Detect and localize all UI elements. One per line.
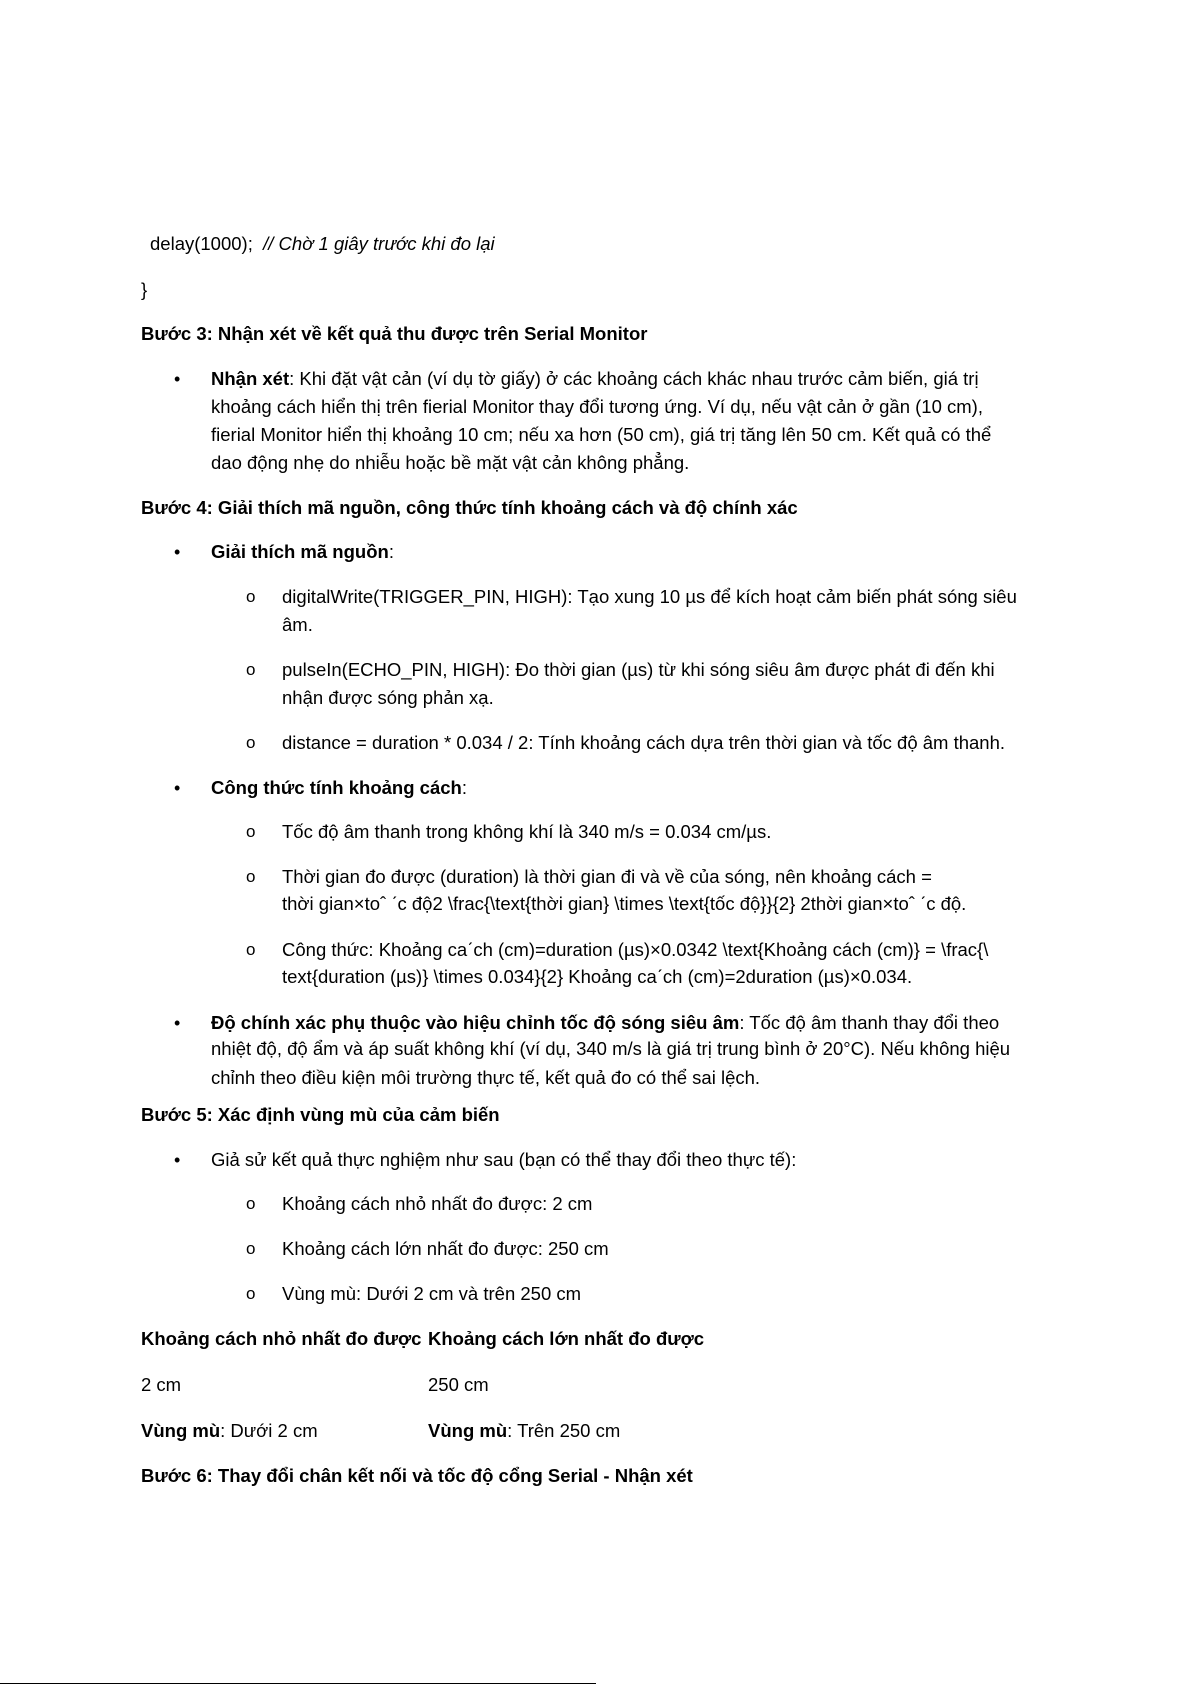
sub-bullet-marker: o	[246, 733, 256, 752]
step4-formula-label: Công thức tính khoảng cách	[211, 777, 462, 798]
step6-heading: Bước 6: Thay đổi chân kết nối và tốc độ cổng Serial - Nhận xét	[141, 1465, 693, 1486]
table-header-max: Khoảng cách lớn nhất đo được	[428, 1328, 705, 1349]
step5-item-3: Vùng mù: Dưới 2 cm và trên 250 cm	[282, 1283, 582, 1304]
table-cell-max-blind	[428, 1418, 620, 1444]
table-cell-min-value: 2 cm	[141, 1374, 182, 1395]
sub-bullet-marker: o	[246, 1194, 256, 1213]
step3-remark-line3: fierial Monitor hiển thị khoảng 10 cm; nếu xa hơn (50 cm), giá trị tăng lên 50 cm. Kết quả có thể	[211, 424, 992, 445]
step4-formula-label-line	[211, 775, 467, 801]
formula-item-3-line1: Công thức: Khoảng caˊch (cm)=duration (µs)×0.0342 \text{Khoảng cách (cm)} = \frac{\	[282, 939, 989, 960]
sub-bullet-marker: o	[246, 1284, 256, 1303]
code-item-3-line1: distance = duration * 0.034 / 2: Tính khoảng cách dựa trên thời gian và tốc độ âm thanh.	[282, 732, 1006, 753]
step4-code-label: Giải thích mã nguồn	[211, 541, 389, 562]
code-delay-call: delay(1000);	[150, 233, 253, 254]
blind-max-text: : Trên 250 cm	[507, 1420, 621, 1441]
step5-item-2: Khoảng cách lớn nhất đo được: 250 cm	[282, 1238, 609, 1259]
blind-label: Vùng mù	[428, 1420, 508, 1441]
step4-accuracy-text1: : Tốc độ âm thanh thay đổi theo	[739, 1012, 1000, 1033]
bullet-marker: •	[174, 542, 181, 562]
code-delay-comment: // Chờ 1 giây trước khi đo lại	[263, 233, 495, 254]
sub-bullet-marker: o	[246, 660, 256, 679]
step4-accuracy-line1	[211, 1010, 999, 1036]
formula-item-2-line2: thời gian×toˆ ˊc độ2 \frac{\text{thời gian} \times \text{tốc độ}}{2} 2thời gian×toˆ ˊc độ.	[282, 893, 967, 914]
step5-heading: Bước 5: Xác định vùng mù của cảm biến	[141, 1104, 500, 1125]
sub-bullet-marker: o	[246, 867, 256, 886]
colon: :	[461, 777, 467, 798]
sub-bullet-marker: o	[246, 1239, 256, 1258]
table-header-min: Khoảng cách nhỏ nhất đo được	[141, 1328, 422, 1349]
step3-remark-label: Nhận xét	[211, 368, 290, 389]
bullet-marker: •	[174, 1013, 181, 1033]
bullet-marker: •	[174, 778, 181, 798]
sub-bullet-marker: o	[246, 940, 256, 959]
sub-bullet-marker: o	[246, 822, 256, 841]
page-bottom-rule	[0, 1683, 596, 1684]
step4-accuracy-line2: nhiệt độ, độ ẩm và áp suất không khí (ví dụ, 340 m/s là giá trị trung bình ở 20°C). Nếu không hiệu	[211, 1038, 1011, 1059]
step4-accuracy-line3: chỉnh theo điều kiện môi trường thực tế, kết quả đo có thể sai lệch.	[211, 1067, 761, 1088]
code-item-1-line1: digitalWrite(TRIGGER_PIN, HIGH): Tạo xung 10 µs để kích hoạt cảm biến phát sóng siêu	[282, 586, 1017, 607]
code-item-2-line2: nhận được sóng phản xạ.	[282, 687, 494, 708]
blind-label: Vùng mù	[141, 1420, 221, 1441]
step3-heading: Bước 3: Nhận xét về kết quả thu được trên Serial Monitor	[141, 323, 648, 344]
table-cell-min-blind	[141, 1418, 318, 1444]
colon: :	[388, 541, 394, 562]
formula-item-2-line1: Thời gian đo được (duration) là thời gian đi và về của sóng, nên khoảng cách =	[282, 866, 932, 887]
bullet-marker: •	[174, 369, 181, 389]
sub-bullet-marker: o	[246, 587, 256, 606]
step5-assume: Giả sử kết quả thực nghiệm như sau (bạn có thể thay đổi theo thực tế):	[211, 1149, 797, 1170]
table-cell-max-value: 250 cm	[428, 1374, 489, 1395]
bullet-marker: •	[174, 1150, 181, 1170]
step4-accuracy-label: Độ chính xác phụ thuộc vào hiệu chỉnh tốc độ sóng siêu âm	[211, 1012, 740, 1033]
code-delay-line	[150, 231, 495, 257]
code-item-2-line1: pulseIn(ECHO_PIN, HIGH): Đo thời gian (µs) từ khi sóng siêu âm được phát đi đến khi	[282, 659, 995, 680]
step4-code-label-line	[211, 539, 394, 565]
step3-remark-line2: khoảng cách hiển thị trên fierial Monitor thay đổi tương ứng. Ví dụ, nếu vật cản ở gần (10 cm),	[211, 396, 983, 417]
step3-remark-text1: : Khi đặt vật cản (ví dụ tờ giấy) ở các khoảng cách khác nhau trước cảm biến, giá trị	[289, 368, 979, 389]
step5-item-1: Khoảng cách nhỏ nhất đo được: 2 cm	[282, 1193, 593, 1214]
formula-item-1-line1: Tốc độ âm thanh trong không khí là 340 m/s = 0.034 cm/µs.	[282, 821, 772, 842]
blind-min-text: : Dưới 2 cm	[220, 1420, 318, 1441]
step4-heading: Bước 4: Giải thích mã nguồn, công thức tính khoảng cách và độ chính xác	[141, 497, 798, 518]
code-closing-brace: }	[141, 279, 148, 300]
step3-remark-line4: dao động nhẹ do nhiễu hoặc bề mặt vật cản không phẳng.	[211, 452, 690, 473]
step3-remark-line1	[211, 366, 979, 392]
formula-item-3-line2: text{duration (µs)} \times 0.034}{2} Khoảng caˊch (cm)=2duration (µs)×0.034.	[282, 966, 913, 987]
code-item-1-line2: âm.	[282, 614, 313, 635]
